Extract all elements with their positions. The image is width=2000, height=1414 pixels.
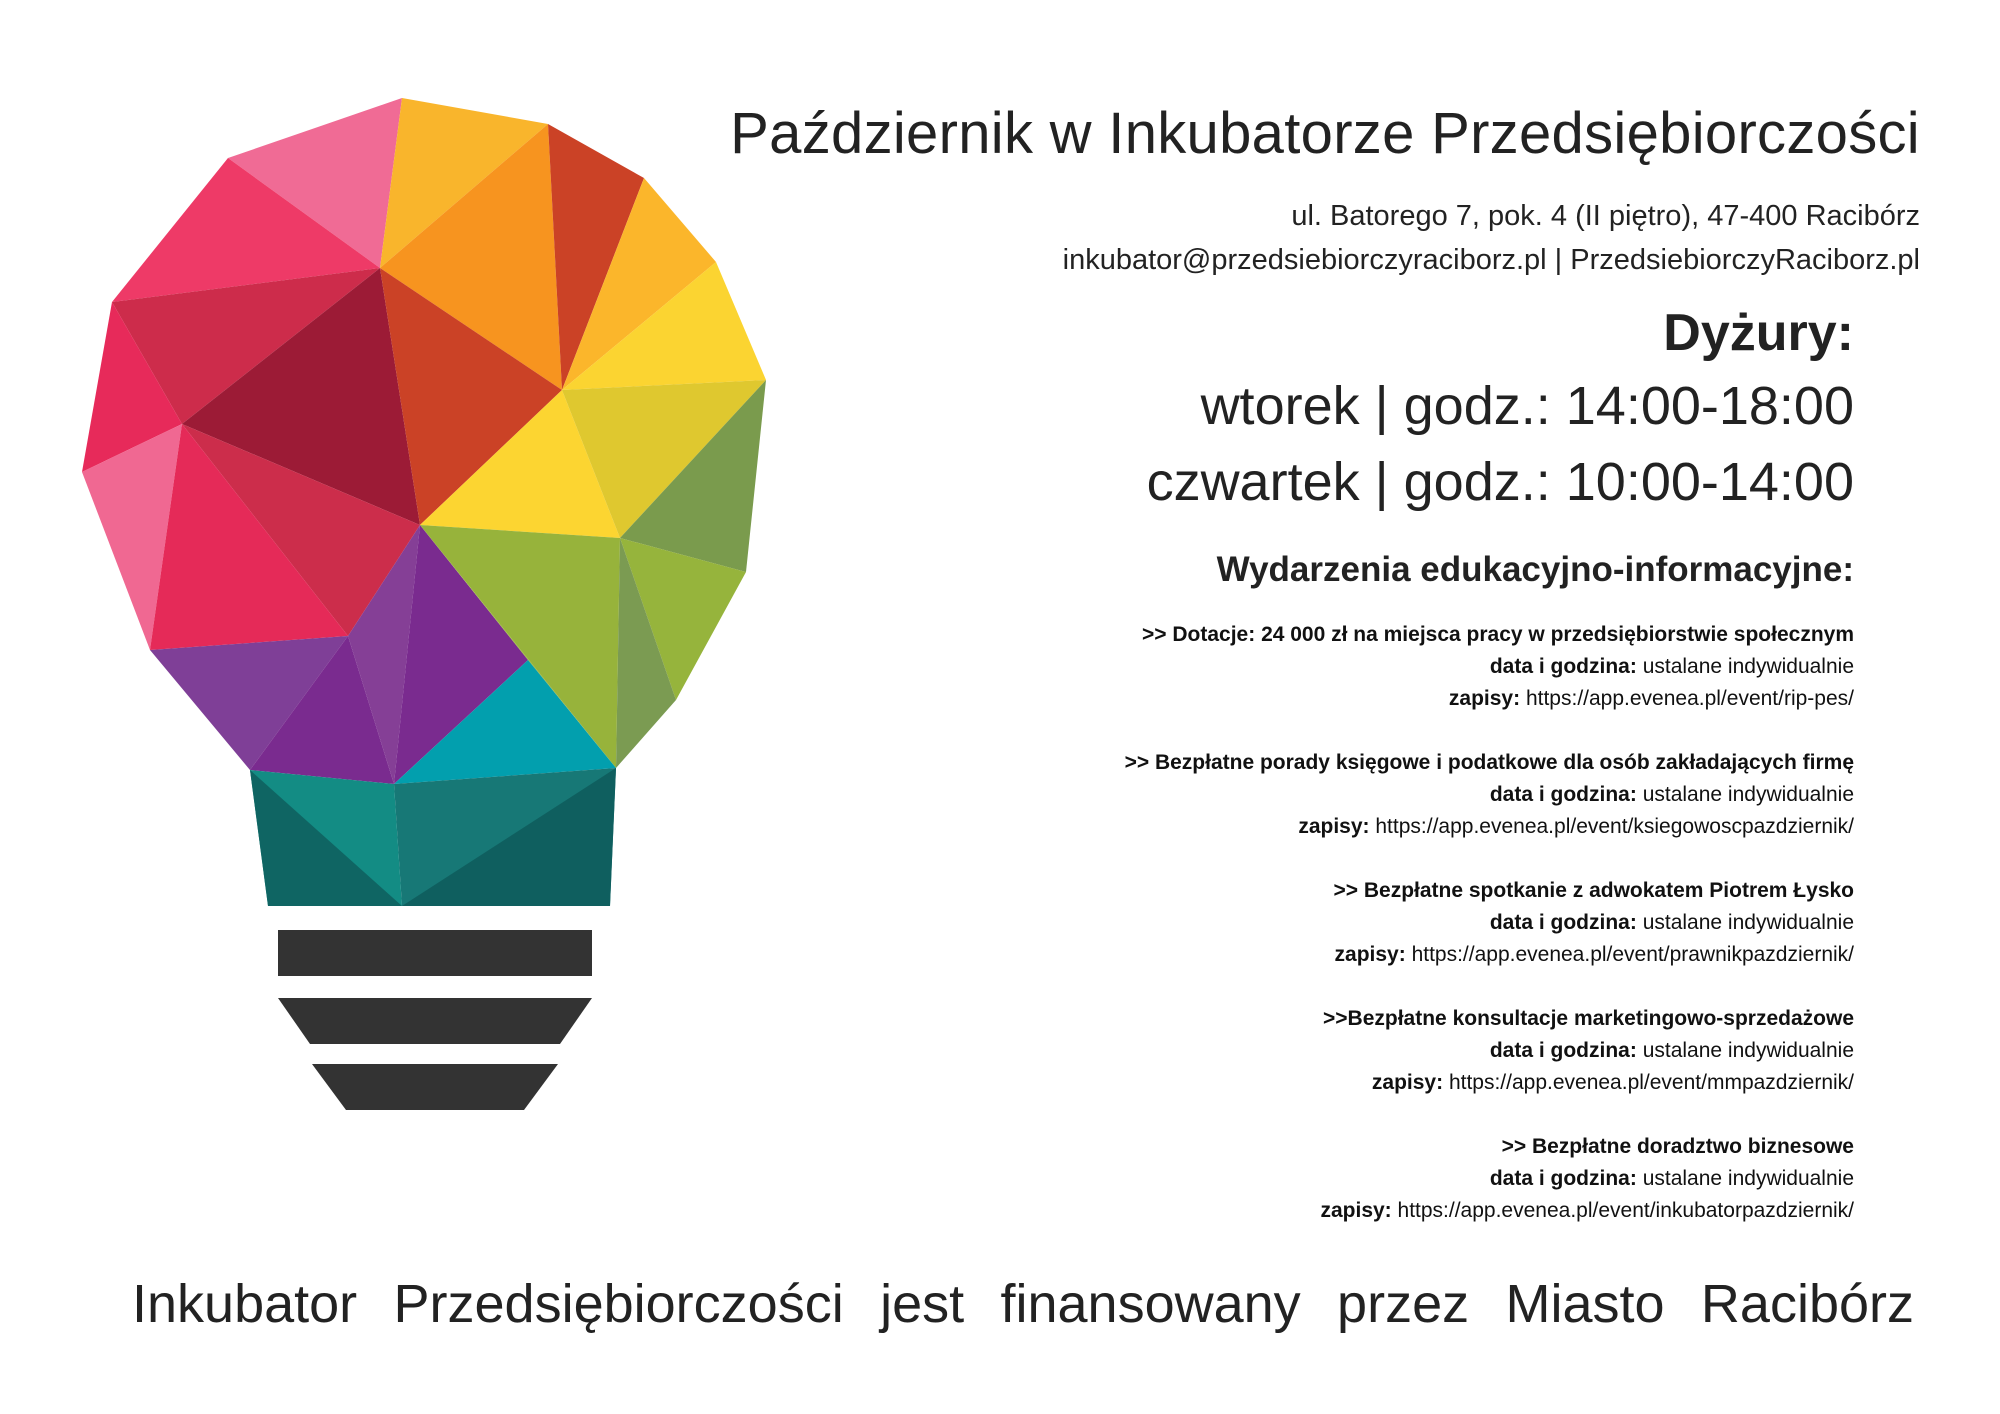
event-date: ustalane indywidualnie xyxy=(1642,655,1854,678)
event-date-label: data i godzina: xyxy=(1489,1167,1637,1190)
event-date-label: data i godzina: xyxy=(1489,1039,1637,1062)
event-name: >> Bezpłatne spotkanie z adwokatem Piotrem Łysko xyxy=(1333,879,1854,902)
events-title: Wydarzenia edukacyjno-informacyjne: xyxy=(1216,550,1854,589)
event-signup-label: zapisy: xyxy=(1320,1199,1392,1222)
event-name: >> Bezpłatne porady księgowe i podatkowe dla osób zakładających firmę xyxy=(1124,751,1854,774)
duty-thursday: czwartek | godz.: 10:00-14:00 xyxy=(1146,452,1854,512)
duty-tuesday: wtorek | godz.: 14:00-18:00 xyxy=(1200,376,1854,436)
footer-text: Inkubator Przedsiębiorczości jest finansowany przez Miasto Racibórz xyxy=(132,1274,1914,1334)
events-block xyxy=(1125,545,1854,1259)
event-signup-link[interactable]: https://app.evenea.pl/event/mmpazdziernik/ xyxy=(1448,1071,1854,1094)
event-item xyxy=(1125,619,1854,715)
event-signup-link[interactable]: https://app.evenea.pl/event/inkubatorpazdziernik/ xyxy=(1397,1199,1854,1222)
duty-title: Dyżury: xyxy=(1663,304,1854,362)
event-date-label: data i godzina: xyxy=(1489,911,1637,934)
event-signup-label: zapisy: xyxy=(1334,943,1406,966)
event-name: >>Bezpłatne konsultacje marketingowo-sprzedażowe xyxy=(1323,1007,1854,1030)
event-item xyxy=(1125,875,1854,971)
event-date: ustalane indywidualnie xyxy=(1642,1167,1854,1190)
event-date: ustalane indywidualnie xyxy=(1642,783,1854,806)
event-item xyxy=(1125,747,1854,843)
page-title: Październik w Inkubatorze Przedsiębiorczości xyxy=(730,101,1920,166)
address-text: ul. Batorego 7, pok. 4 (II piętro), 47-400 Racibórz xyxy=(1291,200,1920,232)
event-date-label: data i godzina: xyxy=(1489,783,1637,806)
event-item xyxy=(1125,1003,1854,1099)
event-item xyxy=(1125,1131,1854,1227)
event-date: ustalane indywidualnie xyxy=(1642,911,1854,934)
event-signup-link[interactable]: https://app.evenea.pl/event/rip-pes/ xyxy=(1525,687,1854,710)
lightbulb-icon xyxy=(0,0,800,1130)
event-date-label: data i godzina: xyxy=(1489,655,1637,678)
event-signup-label: zapisy: xyxy=(1298,815,1370,838)
duty-block xyxy=(1147,298,1854,520)
event-name: >> Dotacje: 24 000 zł na miejsca pracy w przedsiębiorstwie społecznym xyxy=(1142,623,1854,646)
contact-block xyxy=(1063,194,1920,282)
event-signup-link[interactable]: https://app.evenea.pl/event/ksiegowoscpazdziernik/ xyxy=(1375,815,1854,838)
event-signup-label: zapisy: xyxy=(1371,1071,1444,1094)
contact-text: inkubator@przedsiebiorczyraciborz.pl | PrzedsiebiorczyRaciborz.pl xyxy=(1062,244,1920,276)
event-date: ustalane indywidualnie xyxy=(1642,1039,1854,1062)
event-name: >> Bezpłatne doradztwo biznesowe xyxy=(1501,1135,1854,1158)
event-signup-label: zapisy: xyxy=(1448,687,1521,710)
event-signup-link[interactable]: https://app.evenea.pl/event/prawnikpazdziernik/ xyxy=(1411,943,1854,966)
